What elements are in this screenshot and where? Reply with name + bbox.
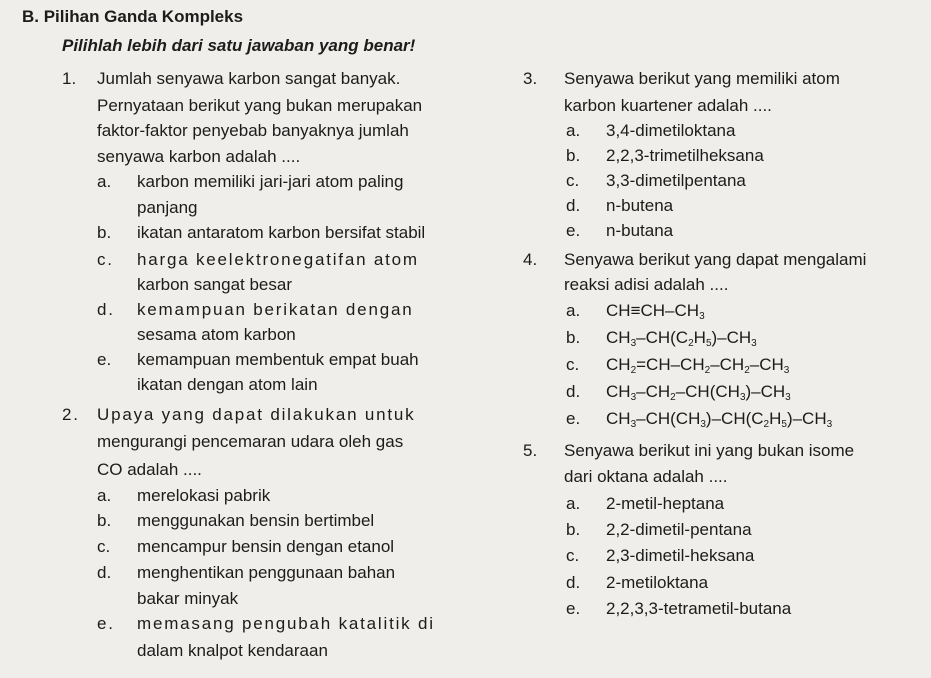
question-text-line: Senyawa berikut yang memiliki atom [564,69,840,88]
option-letter: d. [566,573,581,592]
option-letter: c. [566,171,580,190]
question-text-line: Pernyataan berikut yang bukan merupakan [97,96,423,115]
option-text: 2,2,3,3-tetrametil-butana [606,599,792,618]
formula-subscript: 3 [785,392,791,403]
formula-text: CH [606,382,631,401]
formula-text: CH [606,355,631,374]
question-text-line: Upaya yang dapat dilakukan untuk [97,405,416,424]
question-text-line: dari oktana adalah .... [564,467,728,486]
option-letter: a. [97,486,112,505]
option-letter: a. [566,494,581,513]
option-letter: c. [566,546,580,565]
formula-text: )–CH [745,382,786,401]
option-text: karbon sangat besar [137,275,292,294]
option-letter: a. [566,301,581,320]
formula-text: – [665,301,675,320]
formula-subscript: 2 [688,338,694,349]
option-text: 2,2,3-trimetilheksana [606,146,764,165]
question-text-line: faktor-faktor penyebab banyaknya jumlah [97,121,409,140]
option-letter: b. [566,520,581,539]
formula-text: –CH [749,355,784,374]
option-letter: e. [566,221,581,240]
question-text-line: senyawa karbon adalah .... [97,147,301,166]
formula-text: CH [640,301,666,320]
option-letter: b. [566,328,581,347]
formula-subscript: 5 [705,338,712,349]
option-text: n-butana [606,221,674,240]
formula [606,382,791,402]
formula-subscript: 2 [763,419,770,430]
option-letter: e. [97,350,112,369]
question-number: 3. [523,69,538,88]
question-text-line: Senyawa berikut ini yang bukan isome [564,441,855,460]
formula-subscript: 2 [670,392,676,403]
instruction: Pilihlah lebih dari satu jawaban yang benar! [62,36,416,55]
question-text-line: reaksi adisi adalah .... [564,275,729,294]
option-text: mencampur bensin dengan etanol [137,537,395,556]
option-text: ikatan antaratom karbon bersifat stabil [137,223,426,242]
formula-subscript: 3 [700,419,706,430]
option-letter: e. [566,599,581,618]
option-text: 2,3-dimetil-heksana [606,546,755,565]
option-letter: b. [566,146,581,165]
formula-subscript: 5 [781,419,787,430]
option-text: menghentikan penggunaan bahan [137,563,396,582]
formula-text: H [769,409,782,428]
formula-subscript: 3 [826,419,833,430]
option-text: 3,4-dimetiloktana [606,121,736,140]
formula-text: –CH [636,382,671,401]
option-text: n-butena [606,196,674,215]
question-text-line: Jumlah senyawa karbon sangat banyak. [97,69,401,88]
formula-subscript: 3 [630,419,637,430]
formula-subscript: 3 [783,365,790,376]
formula-text: ≡ [630,301,641,320]
option-text: karbon memiliki jari-jari atom paling [137,172,404,191]
option-letter: c. [97,250,114,269]
formula-subscript: 3 [739,392,746,403]
formula [606,301,705,321]
formula-text: H [693,328,706,347]
option-text: dalam knalpot kendaraan [137,641,328,660]
formula-text: )–CH [711,328,752,347]
option-text: memasang pengubah katalitik di [137,614,435,633]
option-letter: a. [566,121,581,140]
formula-text: CH [606,301,631,320]
question-number: 5. [523,441,538,460]
formula-subscript: 3 [630,392,637,403]
formula [606,409,832,429]
option-letter: c. [566,355,580,374]
option-letter: e. [97,614,115,633]
option-text: 2-metiloktana [606,573,709,592]
formula-text: –CH(CH [675,382,740,401]
question-number: 2. [62,405,80,424]
formula-text: CH(C [645,328,689,347]
formula-subscript: 3 [699,311,705,322]
option-text: sesama atom karbon [137,325,296,344]
option-text: merelokasi pabrik [137,486,271,505]
formula-text: CH [606,409,631,428]
formula-text: CH [674,301,700,320]
formula-text: –CH [710,355,745,374]
option-letter: d. [97,563,112,582]
option-text: kemampuan membentuk empat buah [137,350,419,369]
option-text: 2,2-dimetil-pentana [606,520,752,539]
formula-text: )–CH(C [705,409,764,428]
option-text: harga keelektronegatifan atom [137,250,419,269]
formula-text: =CH–CH [636,355,705,374]
question-number: 4. [523,250,538,269]
option-letter: e. [566,409,581,428]
question-number: 1. [62,69,77,88]
section-title: B. Pilihan Ganda Kompleks [22,7,244,26]
question-text-line: mengurangi pencemaran udara oleh gas [97,432,404,451]
question-text-line: CO adalah .... [97,460,202,479]
option-text: 3,3-dimetilpentana [606,171,746,190]
option-letter: d. [97,300,115,319]
formula-text: –CH(CH [636,409,701,428]
formula-text: CH [606,328,631,347]
option-text: panjang [137,198,198,217]
option-letter: b. [97,223,112,242]
option-text: bakar minyak [137,589,239,608]
option-text: ikatan dengan atom lain [137,375,318,394]
option-letter: b. [97,511,112,530]
option-letter: d. [566,382,581,401]
formula-text: )–CH [786,409,827,428]
formula-subscript: 3 [630,338,637,349]
question-text-line: Senyawa berikut yang dapat mengalami [564,250,867,269]
formula-subscript: 2 [630,365,637,376]
formula-subscript: 3 [751,338,757,349]
formula-text: – [636,328,646,347]
option-text: 2-metil-heptana [606,494,725,513]
option-letter: c. [97,537,111,556]
formula-subscript: 2 [744,365,750,376]
option-letter: a. [97,172,112,191]
formula-subscript: 2 [704,365,711,376]
option-letter: d. [566,196,581,215]
option-text: menggunakan bensin bertimbel [137,511,375,530]
formula [606,355,789,375]
question-text-line: karbon kuartener adalah .... [564,96,772,115]
formula [606,328,757,348]
option-text: kemampuan berikatan dengan [137,300,414,319]
